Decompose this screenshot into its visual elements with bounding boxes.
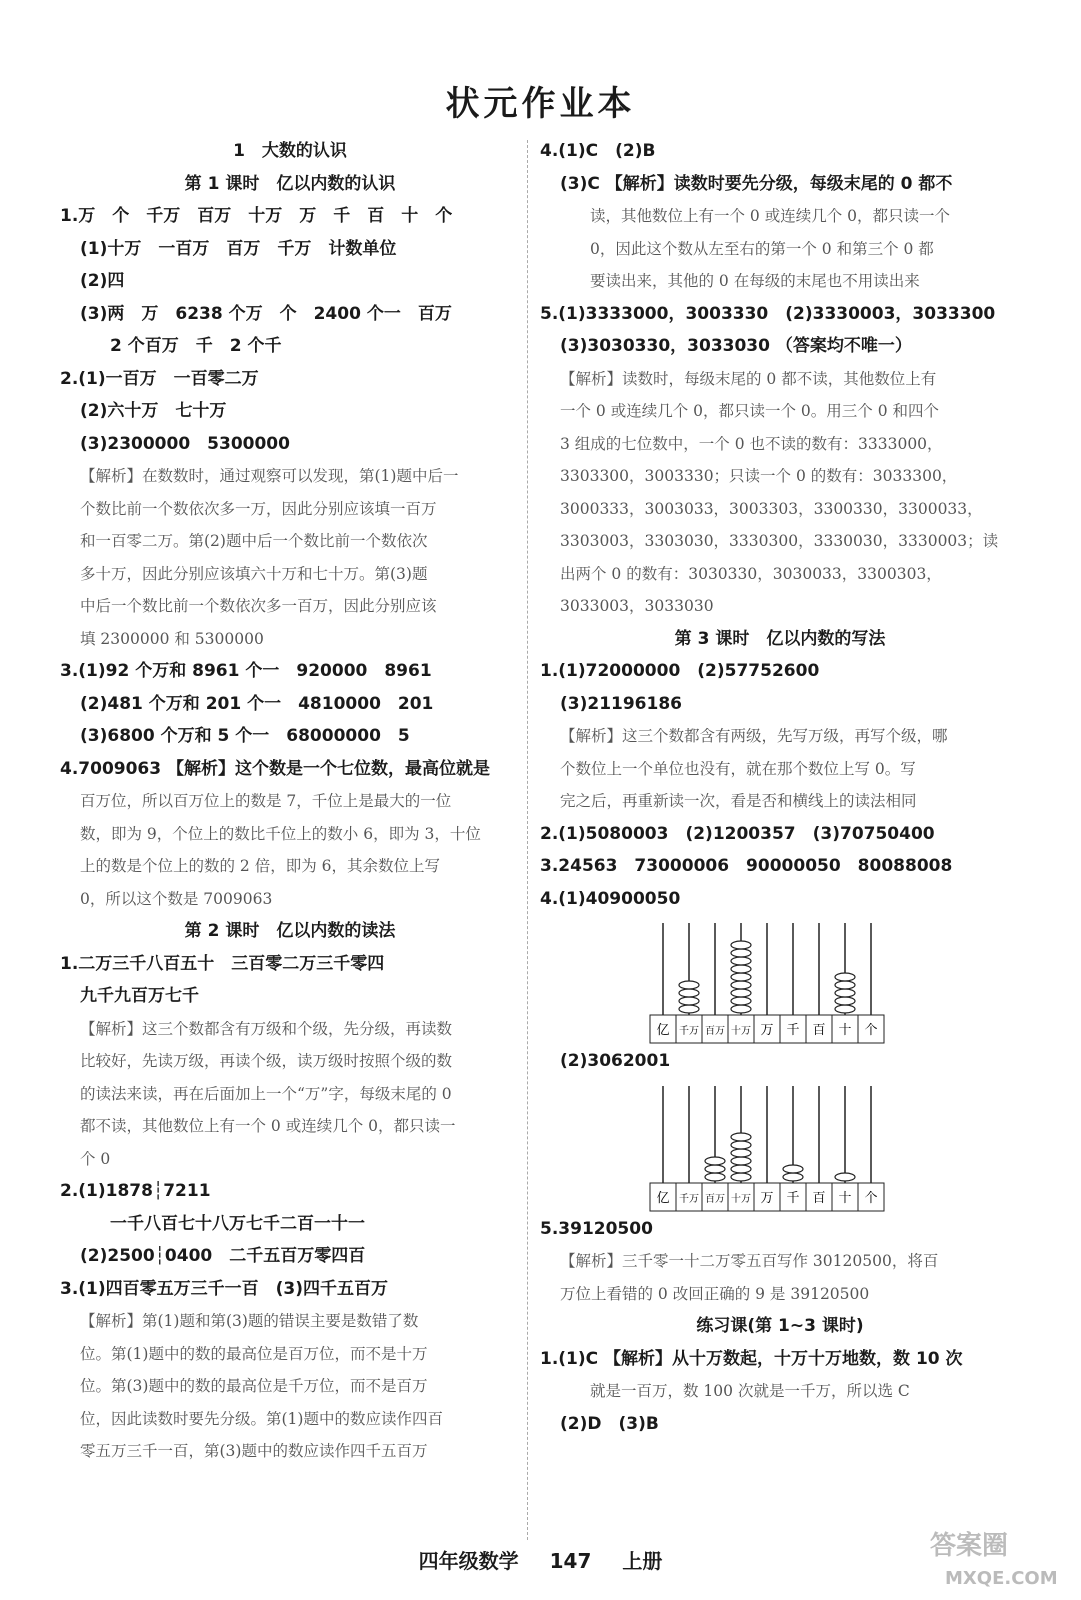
text-line: 3.24563 73000006 90000050 80088008: [540, 856, 953, 876]
text-line: 1 大数的认识: [233, 141, 347, 161]
abacus-place-label: 百: [812, 1190, 826, 1206]
text-line: (2)四: [80, 271, 125, 291]
abacus-bead: [731, 941, 751, 949]
left-column: [60, 135, 520, 1468]
abacus-bead: [731, 1133, 751, 1141]
text-line: (2)2500┆0400 二千五百万零四百: [80, 1246, 366, 1266]
page-title: 状元作业本: [445, 84, 636, 124]
abacus-bead: [705, 1157, 725, 1165]
abacus-place-label: 亿: [656, 1190, 670, 1206]
abacus-bead: [731, 997, 751, 1005]
abacus-bead: [679, 981, 699, 989]
text-line: 百万位，所以百万位上的数是 7，千位上是最大的一位: [80, 792, 452, 810]
text-line: 2 个百万 千 2 个千: [110, 336, 282, 356]
text-line: 填 2300000 和 5300000: [80, 629, 264, 648]
abacus-place-label: 百万: [705, 1193, 725, 1205]
text-line: 个数比前一个数依次多一万，因此分别应该填一百万: [80, 499, 437, 518]
abacus-40900050: [540, 915, 1020, 1045]
abacus-place-label: 个: [864, 1023, 878, 1038]
text-line: (2)D (3)B: [560, 1413, 659, 1434]
text-line: 第 1 课时 亿以内数的认识: [184, 173, 396, 194]
text-line: (3)21196186: [560, 693, 682, 714]
watermark-url: MXQE.COM: [945, 1568, 1058, 1589]
text-line: 位。第(1)题中的数的最高位是百万位，而不是十万: [80, 1344, 428, 1363]
abacus-bead: [731, 1157, 751, 1165]
abacus-place-label: 百: [812, 1023, 826, 1038]
abacus-bead: [783, 1173, 803, 1181]
text-line: 一个 0 或连续几个 0，都只读一个 0。用三个 0 和四个: [560, 402, 940, 420]
abacus-bead: [835, 981, 855, 989]
abacus-bead: [731, 989, 751, 997]
text-line: 【解析】在数数时，通过观察可以发现，第(1)题中后一: [80, 467, 459, 485]
text-line: 【解析】第(1)题和第(3)题的错误主要是数错了数: [80, 1312, 419, 1330]
text-line: 3303300，3003330；只读一个 0 的数有：3033300，: [560, 467, 958, 485]
text-line: 3.(1)92 个万和 8961 个一 920000 8961: [60, 661, 432, 681]
text-line: 九千九百万七千: [80, 986, 199, 1006]
text-line: (3)3030330，3033030 （答案均不唯一）: [560, 336, 912, 356]
text-line: 4.(1)40900050: [540, 888, 681, 909]
abacus-3062001: [540, 1078, 1020, 1213]
text-line: (3)两 万 6238 个万 个 2400 个一 百万: [80, 303, 452, 324]
text-line: (2)481 个万和 201 个一 4810000 201: [80, 693, 434, 714]
text-line: 出两个 0 的数有：3030330，3030033，3300303，: [560, 564, 942, 583]
abacus-bead: [835, 973, 855, 981]
text-line: 练习课(第 1~3 课时): [696, 1316, 864, 1336]
text-line: 2.(1)1878┆7211: [60, 1181, 211, 1201]
text-line: 1.(1)C 【解析】从十万数起，十万十万地数，数 10 次: [540, 1348, 963, 1369]
abacus-place-label: 万: [760, 1023, 774, 1038]
text-line: 【解析】这三个数都含有万级和个级，先分级，再读数: [80, 1019, 453, 1038]
text-line: 3303003，3303030，3330300，3330030，3330003；读: [560, 532, 999, 550]
abacus-place-label: 千: [786, 1023, 800, 1038]
text-line: 数，即为 9，个位上的数比千位上的数小 6，即为 3，十位: [80, 824, 481, 843]
text-line: 4.7009063 【解析】这个数是一个七位数，最高位就是: [60, 758, 491, 779]
text-line: 4.(1)C (2)B: [540, 141, 656, 161]
text-line: 3 组成的七位数中，一个 0 也不读的数有：3333000，: [560, 434, 943, 453]
abacus-bead: [731, 1141, 751, 1149]
abacus-place-label: 个: [864, 1190, 878, 1206]
text-line: (3)C 【解析】读数时要先分级，每级末尾的 0 都不: [560, 173, 953, 194]
footer-grade: 四年级数学: [418, 1549, 519, 1573]
abacus-place-label: 千万: [679, 1193, 699, 1205]
abacus-bead: [679, 989, 699, 997]
abacus-bead: [783, 1165, 803, 1173]
page-number: 147: [549, 1549, 592, 1573]
text-line: 0，所以这个数是 7009063: [80, 889, 273, 908]
abacus-bead: [731, 1149, 751, 1157]
abacus-bead: [731, 949, 751, 957]
text-line: 的读法来读，再在后面加上一个“万”字，每级末尾的 0: [80, 1084, 452, 1103]
abacus-place-label: 万: [760, 1190, 774, 1206]
text-line: 2.(1)5080003 (2)1200357 (3)70750400: [540, 823, 935, 844]
text-line: 3000333，3003033，3003303，3300330，3300033，: [560, 499, 983, 518]
abacus-bead: [731, 957, 751, 965]
text-line: 和一百零二万。第(2)题中后一个数比前一个数依次: [80, 532, 428, 550]
abacus-place-label: 千: [786, 1190, 800, 1206]
text-line: 一千八百七十八万七千二百一十一: [110, 1213, 365, 1234]
abacus-bead: [731, 1165, 751, 1173]
text-line: 5.(1)3333000，3003330 (2)3330003，3033300: [540, 303, 996, 324]
watermark-logo: 答案圈: [930, 1531, 1009, 1561]
text-line: 个数位上一个单位也没有，就在那个数位上写 0。写: [560, 759, 916, 778]
abacus-bead: [835, 997, 855, 1005]
abacus-place-label: 百万: [705, 1026, 725, 1037]
abacus-place-label: 亿: [656, 1023, 670, 1038]
abacus-bead: [705, 1173, 725, 1181]
abacus-bead: [731, 1173, 751, 1181]
text-line: 1.(1)72000000 (2)57752600: [540, 661, 820, 681]
text-line: (1)十万 一百万 百万 千万 计数单位: [80, 238, 397, 259]
text-line: 比较好，先读万级，再读个级，读万级时按照个级的数: [80, 1052, 453, 1070]
abacus-place-label: 十: [838, 1190, 852, 1206]
text-line: 零五万三千一百，第(3)题中的数应读作四千五百万: [80, 1442, 428, 1460]
text-line: 读，其他数位上有一个 0 或连续几个 0，都只读一个: [590, 207, 951, 225]
text-line: 1.万 个 千万 百万 十万 万 千 百 十 个: [60, 206, 453, 226]
text-line: 3.(1)四百零五万三千一百 (3)四千五百万: [60, 1278, 389, 1299]
abacus-bead: [835, 1005, 855, 1013]
abacus-bead: [835, 1173, 855, 1181]
text-line: 完之后，再重新读一次，看是否和横线上的读法相同: [560, 792, 917, 810]
text-line: 1.二万三千八百五十 三百零二万三千零四: [60, 953, 385, 974]
q4-2-answer: (2)3062001: [560, 1051, 671, 1071]
text-line: 【解析】三千零一十二万零五百写作 30120500，将百: [560, 1252, 939, 1270]
text-line: 第 3 课时 亿以内数的写法: [674, 628, 886, 649]
text-line: (2)六十万 七十万: [80, 401, 227, 421]
column-divider: [527, 140, 528, 1540]
text-line: 【解析】这三个数都含有两级，先写万级，再写个级，哪: [560, 727, 948, 745]
text-line: 多十万，因此分别应该填六十万和七十万。第(3)题: [80, 564, 428, 583]
text-line: 万位上看错的 0 改回正确的 9 是 39120500: [560, 1284, 870, 1303]
text-line: (3)6800 个万和 5 个一 68000000 5: [80, 726, 410, 746]
abacus-place-label: 十: [838, 1023, 852, 1038]
text-line: 5.39120500: [540, 1218, 653, 1239]
text-line: 上的数是个位上的数的 2 倍，即为 6，其余数位上写: [80, 857, 441, 875]
text-line: 位，因此读数时要先分级。第(1)题中的数应读作四百: [80, 1409, 443, 1428]
text-line: 2.(1)一百万 一百零二万: [60, 368, 259, 389]
text-line: 就是一百万，数 100 次就是一千万，所以选 C: [590, 1382, 910, 1400]
abacus-bead: [679, 997, 699, 1005]
text-line: 都不读，其他数位上有一个 0 或连续几个 0，都只读一: [80, 1117, 456, 1135]
text-line: 3033003，3033030: [560, 597, 714, 615]
text-line: 中后一个数比前一个数依次多一百万，因此分别应该: [80, 597, 437, 615]
abacus-bead: [679, 1005, 699, 1013]
text-line: (3)2300000 5300000: [80, 433, 290, 454]
text-line: 个 0: [80, 1149, 111, 1168]
text-line: 第 2 课时 亿以内数的读法: [184, 921, 396, 941]
text-line: 要读出来，其他的 0 在每级的末尾也不用读出来: [590, 272, 920, 290]
page-footer: [0, 1545, 1081, 1574]
abacus-place-label: 千万: [679, 1026, 699, 1037]
abacus-bead: [835, 989, 855, 997]
abacus-bead: [705, 1165, 725, 1173]
footer-volume: 上册: [622, 1549, 663, 1573]
abacus-bead: [731, 1005, 751, 1013]
abacus-place-label: 十万: [731, 1026, 751, 1037]
right-column: [540, 135, 1020, 1440]
text-line: 【解析】读数时，每级末尾的 0 都不读，其他数位上有: [560, 369, 937, 388]
text-line: 位。第(3)题中的数的最高位是千万位，而不是百万: [80, 1377, 428, 1395]
abacus-bead: [731, 965, 751, 973]
abacus-bead: [731, 981, 751, 989]
text-line: 0，因此这个数从左至右的第一个 0 和第三个 0 都: [590, 239, 934, 258]
abacus-bead: [731, 973, 751, 981]
abacus-place-label: 十万: [731, 1193, 751, 1205]
